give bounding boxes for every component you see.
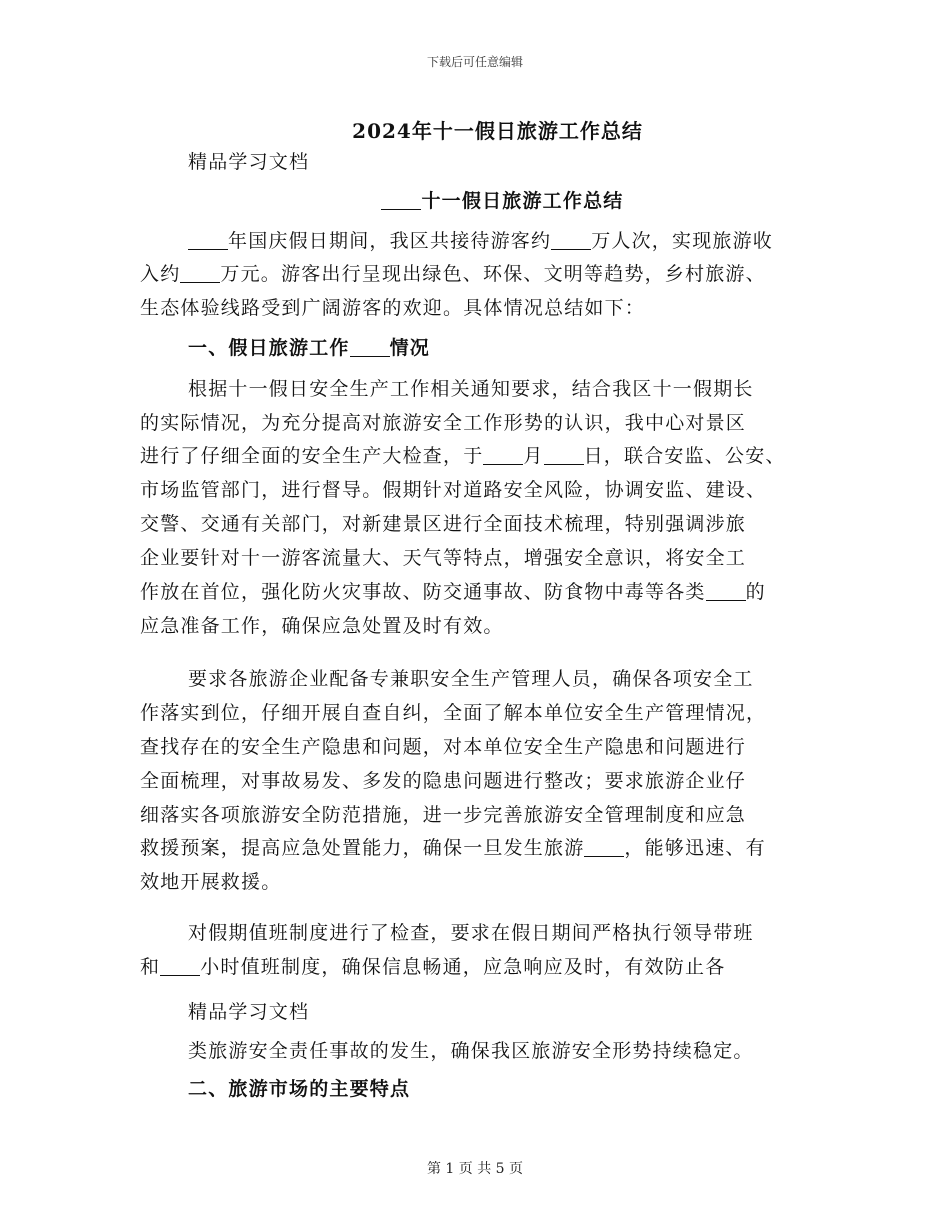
section-heading-2: 二、旅游市场的主要特点 (188, 1078, 411, 1100)
paragraph-line: 全面梳理，对事故易发、多发的隐患问题进行整改；要求旅游企业仔 (140, 770, 747, 792)
blank-field (350, 338, 390, 357)
watermark-label: 精品学习文档 (188, 1001, 310, 1023)
paragraph-line: 要求各旅游企业配备专兼职安全生产管理人员，确保各项安全工 (188, 668, 754, 690)
paragraph-line: 进行了仔细全面的安全生产大检查，于 月 日，联合安监、公安、 (140, 445, 786, 467)
page-footer: 第 1 页 共 5 页 (426, 1161, 524, 1177)
blank-field (381, 191, 421, 210)
paragraph-line: 根据十一假日安全生产工作相关通知要求，结合我区十一假期长 (188, 378, 754, 400)
paragraph-line: 年国庆假日期间，我区共接待游客约 万人次，实现旅游收 (188, 229, 810, 253)
paragraph-line: 对假期值班制度进行了检查，要求在假日期间严格执行领导带班 (188, 922, 754, 944)
paragraph-line: 救援预案，提高应急处置能力，确保一旦发生旅游 ，能够迅速、有 (140, 837, 766, 859)
blank-field (551, 231, 591, 250)
watermark-label: 精品学习文档 (188, 151, 310, 173)
paragraph-line: 生态体验线路受到广阔游客的欢迎。具体情况总结如下： (140, 297, 646, 319)
paragraph-line: 作放在首位，强化防火灾事故、防交通事故、防食物中毒等各类 的 (140, 581, 766, 603)
blank-field (706, 582, 746, 601)
blank-field (188, 231, 228, 250)
paragraph-line: 作落实到位，仔细开展自查自纠，全面了解本单位安全生产管理情况， (140, 702, 767, 724)
paragraph-line: 市场监管部门，进行督导。假期针对道路安全风险，协调安监、建设、 (140, 479, 767, 501)
paragraph-line: 入约 万元。游客出行呈现出绿色、环保、文明等趋势，乡村旅游、 (140, 263, 766, 285)
section-heading-1: 一、假日旅游工作 情况 (188, 337, 431, 359)
blank-field (584, 838, 624, 857)
paragraph-line: 查找存在的安全生产隐患和问题，对本单位安全生产隐患和问题进行 (140, 736, 747, 758)
paragraph-line: 类旅游安全责任事故的发生，确保我区旅游安全形势持续稳定。 (188, 1040, 754, 1062)
subtitle: 十一假日旅游工作总结 (0, 189, 950, 213)
paragraph-line: 细落实各项旅游安全防范措施，进一步完善旅游安全管理制度和应急 (140, 804, 747, 826)
blank-field (544, 446, 584, 465)
paragraph-line: 的实际情况，为充分提高对旅游安全工作形势的认识，我中心对景区 (140, 412, 747, 434)
document-title: 2024年十一假日旅游工作总结 (352, 119, 643, 143)
blank-field (483, 446, 523, 465)
blank-field (160, 957, 200, 976)
paragraph-line: 交警、交通有关部门，对新建景区进行全面技术梳理，特别强调涉旅 (140, 513, 747, 535)
blank-field (180, 264, 220, 283)
paragraph-line: 企业要针对十一游客流量大、天气等特点，增强安全意识，将安全工 (140, 547, 747, 569)
paragraph-line: 和 小时值班制度，确保信息畅通，应急响应及时，有效防止各 (140, 956, 726, 978)
header-note: 下载后可任意编辑 (426, 55, 523, 69)
paragraph-line: 应急准备工作，确保应急处置及时有效。 (140, 615, 504, 637)
paragraph-line: 效地开展救援。 (140, 871, 282, 893)
